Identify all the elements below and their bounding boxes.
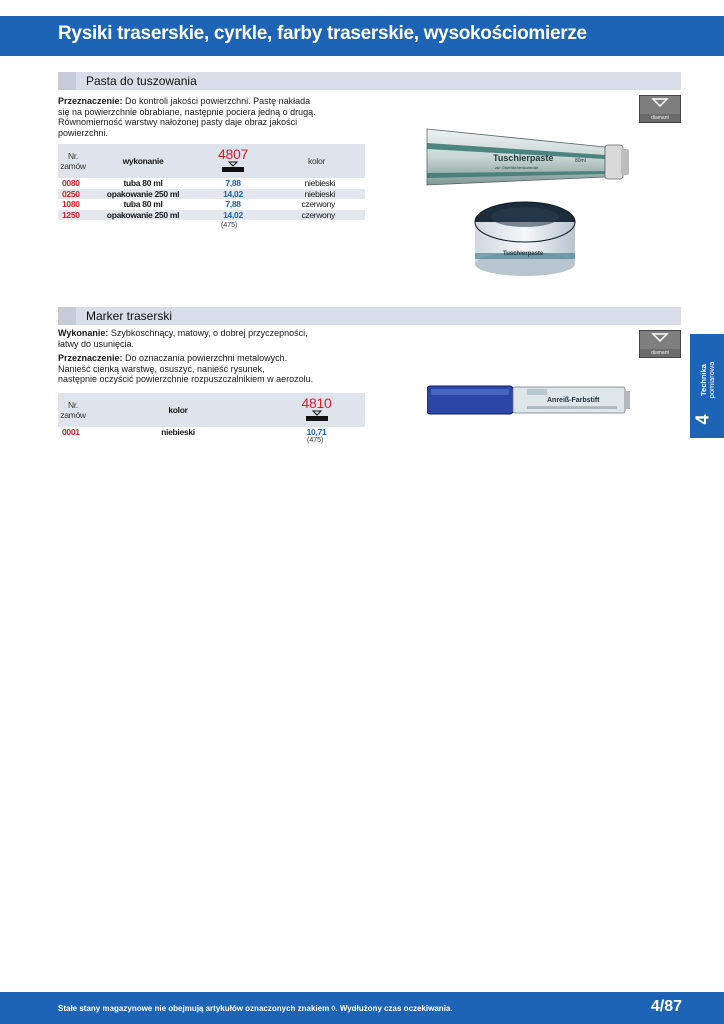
price: 7,88 [225,178,241,188]
diamond-icon [640,96,680,114]
tube-label: Tuschierpaste [493,153,554,163]
section-marker [58,72,76,90]
price-footnote: (475) [221,222,238,229]
section-marker [58,307,76,325]
jar-label: Tuschierpaste [503,251,544,257]
diamond-price-icon [304,410,330,422]
section-title: Pasta do tuszowania [86,74,197,88]
col-nr-header [58,144,88,178]
variant: opakowanie 250 ml [106,209,180,220]
price: 14,02 [223,209,243,220]
exec-text: Szybkoschnący, matowy, o dobrej przyczepności, [108,328,308,338]
price-footnote: (475) [307,437,324,444]
purpose-text: powierzchni. [58,127,109,138]
color-name: czerwony [301,199,335,209]
purpose-label: Przeznaczenie: [58,353,123,363]
section2-description [58,328,358,385]
chapter-tab[interactable] [690,334,724,438]
col-nr-header [58,393,88,427]
col-nr-label: Nr. [68,151,78,161]
page-number: 4/87 [650,998,682,1015]
variant: tuba 80 ml [123,199,163,209]
tube-sublabel: zur Oberflächenkontrolle [495,165,539,170]
purpose-text: następnie oczyścić powierzchnie rozpuszczalnikiem w aerozolu. [58,374,314,384]
purpose-label: Przeznaczenie: [58,96,123,106]
purpose-text: się na powierzchnie obrabiane, następnie pociera jedną o drugą. [58,106,316,117]
tube-label-size: 80ml [575,158,586,164]
variant: tuba 80 ml [123,178,163,188]
col-variant-header: wykonanie [122,156,164,166]
page-title: Rysiki traserskie, cyrkle, farby traserskie, wysokościomierze [58,23,587,44]
table-row [58,210,365,221]
table-header-row [58,393,365,427]
table-row [58,178,365,189]
diamant-logo [639,95,681,123]
logo-text: diamant [651,350,669,356]
logo-top [640,331,680,349]
col-price-header [268,393,365,427]
color-name: niebieski [304,178,335,188]
color-name: niebieski [161,427,195,437]
order-code: 0001 [62,427,80,437]
col-nr-label: Nr. [68,400,78,410]
purpose-text: Do oznaczania powierzchni metalowych. [122,353,288,363]
article-number: 4810 [301,395,332,411]
exec-label: Wykonanie: [58,328,109,338]
product-table-4807 [58,144,365,220]
page-header [0,16,724,56]
purpose-text: Do kontroli jakości powierzchni. Pastę nakłada [122,96,311,106]
section-header-tuschierpaste [58,72,681,90]
order-code: 1080 [62,199,80,209]
color-name: niebieski [304,188,335,199]
col-nr-label-2: zamów [60,161,86,171]
section-title: Marker traserski [86,309,173,323]
purpose-text: Równomierność warstwy nałożonej pasty daje obraz jakości [58,117,298,127]
purpose-text: Nanieść cienką warstwę, osuszyć, nanieść rysunek, [58,363,265,374]
diamant-logo [639,330,681,358]
diamond-price-icon [220,161,246,173]
logo-text: diamant [651,115,669,121]
col-color-header: kolor [308,156,325,166]
col-nr-label-2: zamów [60,410,86,420]
table-row [58,199,365,210]
col-color-header: kolor [168,405,188,415]
chapter-label [700,340,716,420]
logo-top [640,96,680,114]
footer-note: Stałe stany magazynowe nie obejmują artykułów oznaczonych znakiem ◊. Wydłużony czas oczekiwania. [58,1004,453,1013]
chapter-label-line1: Technika [699,364,708,396]
color-name: czerwony [301,209,335,220]
page-footer [0,992,724,1024]
product-table-4810 [58,393,365,438]
chapter-label-line2: pomiarowa [707,361,716,399]
price: 10,71 [306,427,327,437]
variant: opakowanie 250 ml [106,188,180,199]
section-header-marker [58,307,681,325]
marker-product-image [427,383,631,417]
price: 14,02 [223,188,243,199]
order-code: 1250 [62,209,80,220]
table-row [58,427,365,438]
price: 7,88 [225,199,241,209]
table-header-row [58,144,365,178]
col-price-header [198,144,268,178]
section1-description [58,96,358,138]
exec-text: łatwy do usunięcia. [58,338,135,349]
order-code: 0250 [62,188,80,199]
marker-label: Anreiß-Farbstift [547,397,600,404]
article-number: 4807 [218,146,248,162]
table-row [58,189,365,200]
diamond-icon [640,331,680,349]
order-code: 0080 [62,178,80,188]
chapter-number: 4 [692,414,713,425]
tuschierpaste-product-image [425,125,631,285]
